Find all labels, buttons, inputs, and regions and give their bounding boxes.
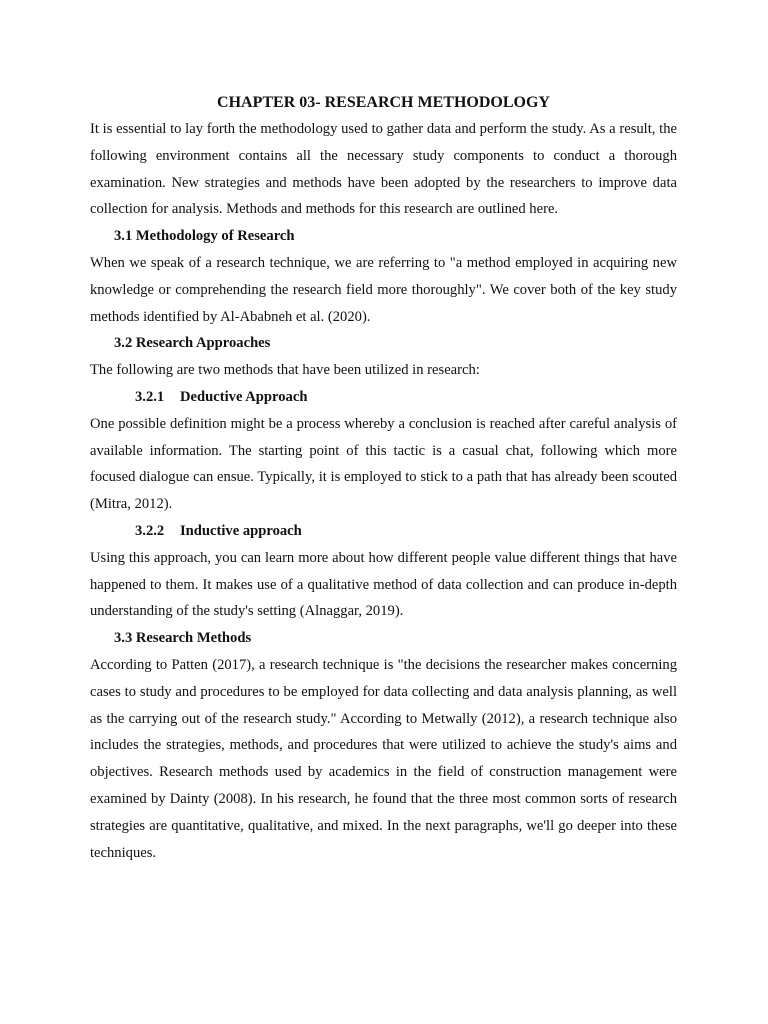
section-3-1-body: When we speak of a research technique, we are referring to "a method employed in acquiring new knowledge or comprehending the research field more thoroughly". We cover both of the key study methods identified by Al-Ababneh et al. (2020). xyxy=(90,254,677,325)
section-3-2-1-heading xyxy=(90,384,677,411)
section-3-1-heading: 3.1 Methodology of Research xyxy=(114,228,295,245)
section-3-2-2-number: 3.2.2 xyxy=(135,522,165,539)
section-3-2-body: The following are two methods that have been utilized in research: xyxy=(90,362,480,379)
chapter-title: CHAPTER 03- RESEARCH METHODOLOGY xyxy=(217,94,550,111)
intro-paragraph: It is essential to lay forth the methodology used to gather data and perform the study. As a result, the following environment contains all the necessary study components to conduct a thorough examination. New strategies and methods have been adopted by the researchers to improve data collection for analysis. Methods and methods for this research are outlined here. xyxy=(90,121,677,218)
section-3-2-1-number: 3.2.1 xyxy=(135,388,165,405)
section-3-2-2-title: Inductive approach xyxy=(180,522,302,539)
section-3-2-heading: 3.2 Research Approaches xyxy=(114,335,271,352)
document-page xyxy=(90,90,677,866)
section-3-3-body: According to Patten (2017), a research technique is "the decisions the researcher makes concerning cases to study and procedures to be employed for data collecting and data analysis planning, as well as the carrying out of the research study." According to Metwally (2012), a research technique also includes the strategies, methods, and procedures that were utilized to achieve the study's aims and objectives. Research methods used by academics in the field of construction management were examined by Dainty (2008). In his research, he found that the three most common sorts of research strategies are quantitative, qualitative, and mixed. In the next paragraphs, we'll go deeper into these techniques. xyxy=(90,656,677,861)
section-3-3-heading: 3.3 Research Methods xyxy=(114,630,252,647)
section-3-2-2-heading xyxy=(90,518,677,545)
section-3-2-1-body: One possible definition might be a process whereby a conclusion is reached after careful analysis of available information. The starting point of this tactic is a casual chat, following which more focused dialogue can ensue. Typically, it is employed to stick to a path that has already been scouted (Mitra, 2012). xyxy=(90,415,677,513)
section-3-2-1-title: Deductive Approach xyxy=(180,388,308,405)
section-3-2-2-body: Using this approach, you can learn more about how different people value different things that have happened to them. It makes use of a qualitative method of data collection and can produce in-depth understanding of the study's setting (Alnaggar, 2019). xyxy=(90,549,677,620)
